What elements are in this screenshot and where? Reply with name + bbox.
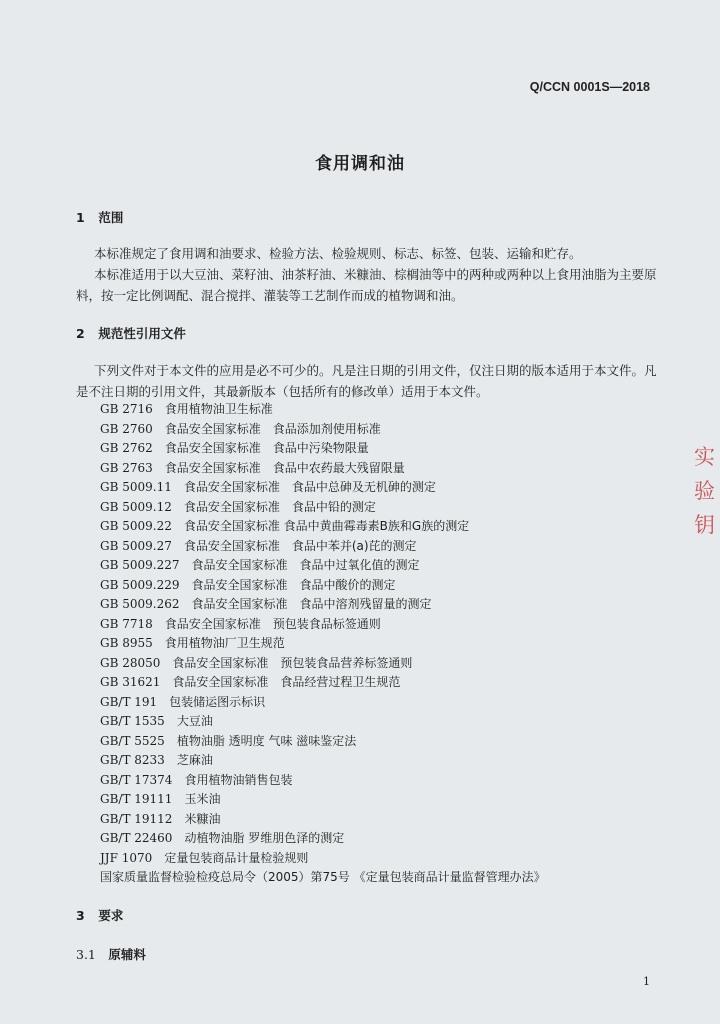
reference-title: 食品安全国家标准 食品中酸价的测定 [191,577,396,592]
reference-title: 食品安全国家标准 预包装食品营养标签通则 [172,655,413,670]
reference-title: 食品安全国家标准 食品中过氧化值的测定 [191,558,420,572]
reference-title: 食品安全国家标准 食品经营过程卫生规范 [172,675,401,689]
reference-item [100,751,660,771]
reference-title: 食品安全国家标准 食品中污染物限量 [164,441,369,455]
reference-code: GB 5009.27 [100,538,172,553]
section-title: 要求 [98,908,124,923]
red-seal-stamp [694,440,718,542]
reference-item [100,810,660,830]
reference-title: 芝麻油 [176,753,213,767]
reference-item [100,712,660,732]
reference-title: 定量包装商品计量检验规则 [164,850,309,865]
reference-item [100,654,660,674]
reference-item [100,732,660,752]
reference-title: 米糠油 [184,811,221,826]
reference-code: JJF 1070 [100,850,153,865]
reference-title: 食用植物油销售包装 [184,772,293,787]
reference-item [100,517,660,537]
section-number: 2 [76,326,85,341]
section-title: 范围 [98,210,124,225]
section-title: 原辅料 [108,947,146,962]
references-intro: 下列文件对于本文件的应用是必不可少的。凡是注日期的引用文件，仅注日期的版本适用于本文件。凡是不注日期的引用文件，其最新版本（包括所有的修改单）适用于本文件。 [76,363,657,399]
reference-item [100,459,660,479]
reference-item [100,790,660,810]
reference-item [100,673,660,693]
reference-code: GB 2762 [100,441,153,455]
reference-code: GB/T 8233 [100,753,165,767]
reference-code: GB 31621 [100,675,161,689]
section-2-heading [76,324,186,342]
reference-title: 动植物油脂 罗维朋色泽的测定 [184,831,345,845]
reference-item [100,771,660,791]
standard-number: Q/CCN 0001S—2018 [529,80,650,94]
section-number: 3 [76,908,85,923]
reference-title: 食品安全国家标准 食品中铅的测定 [183,499,376,514]
reference-title: 食品安全国家标准 食品添加剂使用标准 [164,421,381,436]
reference-title: 大豆油 [176,714,213,728]
reference-code: GB/T 5525 [100,733,165,748]
reference-item [100,829,660,849]
reference-code: GB 5009.262 [100,597,180,611]
section-number: 3.1 [76,947,96,962]
scope-paragraph-1: 本标准规定了食用调和油要求、检验方法、检验规则、标志、标签、包装、运输和贮存。 [94,246,582,261]
reference-title: 食品安全国家标准 食品中农药最大残留限量 [164,460,405,475]
reference-item [100,439,660,459]
reference-title: 植物油脂 透明度 气味 滋味鉴定法 [176,733,357,748]
section-1-heading [76,208,123,226]
reference-item [100,556,660,576]
reference-code: GB 5009.227 [100,558,180,572]
reference-code: GB 5009.229 [100,577,180,592]
reference-title: 食品安全国家标准 预包装食品标签通则 [164,616,381,631]
reference-code: GB/T 1535 [100,714,165,728]
section-number: 1 [76,210,85,225]
reference-item [100,420,660,440]
scope-paragraph-2: 本标准适用于以大豆油、菜籽油、油茶籽油、米糠油、棕榈油等中的两种或两种以上食用油脂为主要原料，按一定比例调配、混合搅拌、灌装等工艺制作而成的植物调和油。 [76,267,657,303]
reference-list [100,400,660,888]
page-title: 食用调和油 [315,154,405,174]
reference-item [100,634,660,654]
reference-item [100,849,660,869]
reference-title: 食用植物油厂卫生规范 [164,636,285,650]
reference-code: GB 8955 [100,636,153,650]
reference-code: GB 5009.11 [100,480,172,494]
reference-code: GB 2760 [100,421,153,436]
reference-item [100,693,660,713]
section-3-heading [76,906,123,924]
reference-item [100,576,660,596]
reference-code: GB/T 191 [100,694,158,709]
regulation-reference: 国家质量监督检验检疫总局令（2005）第75号 《定量包装商品计量监督管理办法》 [100,870,546,884]
reference-title: 食品安全国家标准 食品中溶剂残留量的测定 [191,597,432,611]
reference-title: 食品安全国家标准 食品中总砷及无机砷的测定 [183,480,436,494]
reference-item [100,595,660,615]
reference-title: 包装储运图示标识 [169,694,266,709]
reference-item [100,615,660,635]
reference-title: 食品安全国家标准 食品中苯并(a)芘的测定 [183,538,417,553]
reference-item [100,498,660,518]
reference-code: GB/T 22460 [100,831,173,845]
page-number: 1 [643,975,650,988]
reference-code: GB 5009.22 [100,519,172,533]
section-title: 规范性引用文件 [98,326,186,341]
reference-code: GB 7718 [100,616,153,631]
reference-title: 食品安全国家标准 食品中黄曲霉毒素B族和G族的测定 [183,519,470,533]
reference-code: GB 2716 [100,402,153,416]
reference-code: GB 5009.12 [100,499,172,514]
reference-title: 食用植物油卫生标准 [164,402,273,416]
reference-item [100,478,660,498]
reference-item [100,400,660,420]
reference-title: 玉米油 [184,792,221,806]
reference-code: GB/T 19111 [100,792,173,806]
reference-code: GB 28050 [100,655,161,670]
stamp-text: 实 验 钥 [694,445,715,537]
reference-code: GB/T 19112 [100,811,173,826]
section-3-1-heading [76,945,146,963]
reference-code: GB/T 17374 [100,772,173,787]
reference-item [100,537,660,557]
reference-code: GB 2763 [100,460,153,475]
